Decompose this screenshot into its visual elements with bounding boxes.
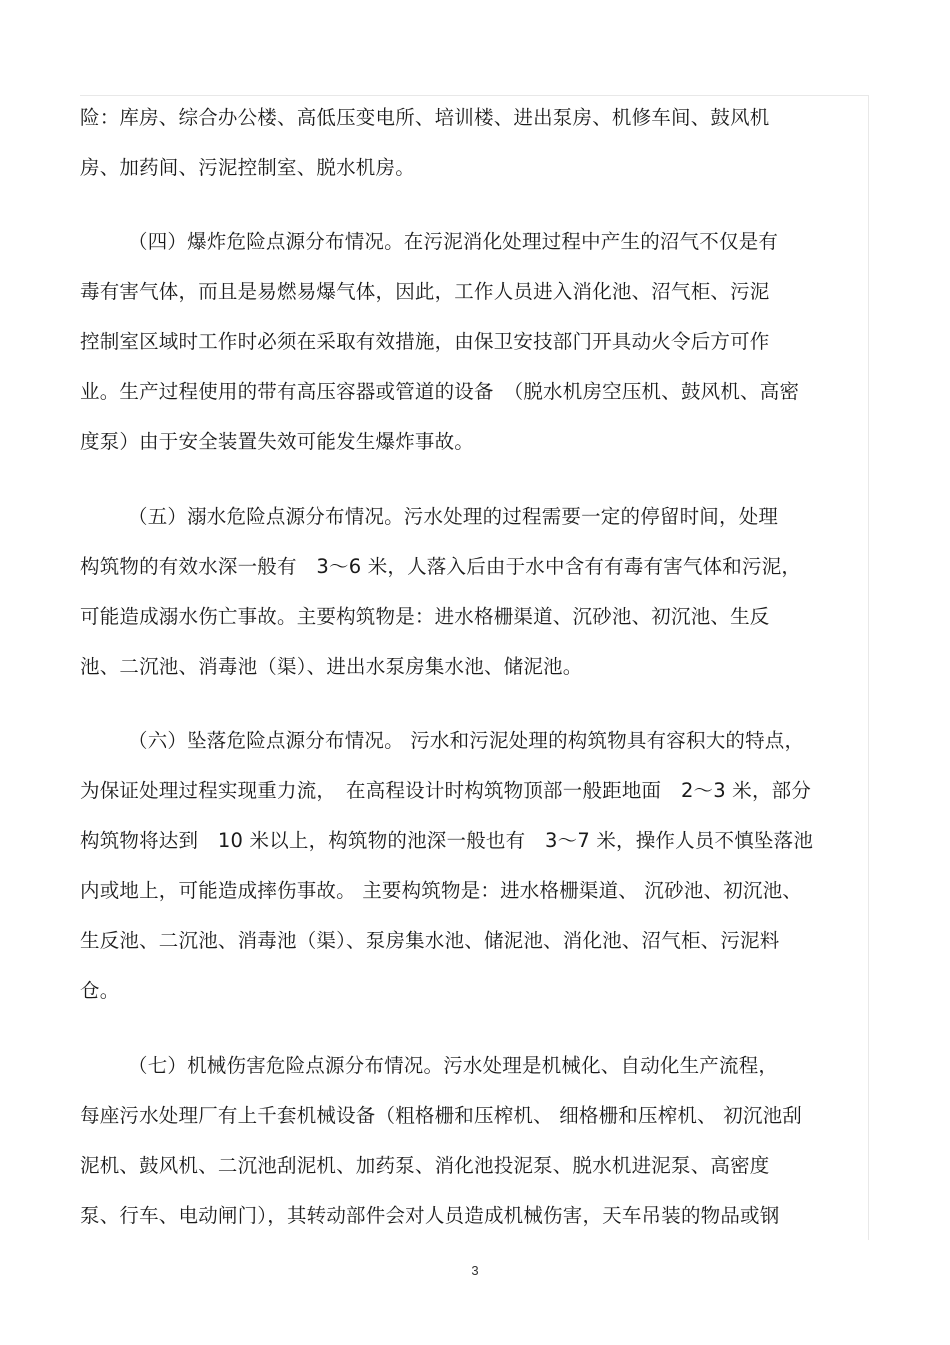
page-frame-right: [868, 95, 869, 1240]
text-line: 业。生产过程使用的带有高压容器或管道的设备 （脱水机房空压机、鼓风机、高密: [80, 380, 800, 403]
text-line: 房、加药间、污泥控制室、脱水机房。: [80, 156, 415, 179]
text-line: 度泵）由于安全装置失效可能发生爆炸事故。: [80, 430, 475, 453]
text-line: 每座污水处理厂有上千套机械设备（粗格栅和压榨机、 细格栅和压榨机、 初沉池刮: [80, 1104, 802, 1127]
text-line: 仓。: [80, 979, 120, 1002]
text-line: 内或地上，可能造成摔伤事故。 主要构筑物是：进水格栅渠道、 沉砂池、初沉池、: [80, 879, 802, 902]
text-line: 泥机、鼓风机、二沉池刮泥机、加药泵、消化池投泥泵、脱水机进泥泵、高密度: [80, 1154, 770, 1177]
page-number: 3: [471, 1263, 479, 1278]
paragraph-first-line: （七）机械伤害危险点源分布情况。污水处理是机械化、自动化生产流程，: [128, 1054, 779, 1077]
text-line: 构筑物的有效水深一般有 3～6 米，人落入后由于水中含有有毒有害气体和污泥，: [80, 555, 802, 578]
paragraph-first-line: （六）坠落危险点源分布情况。 污水和污泥处理的构筑物具有容积大的特点，: [128, 729, 805, 752]
paragraph-first-line: （五）溺水危险点源分布情况。污水处理的过程需要一定的停留时间，处理: [128, 505, 779, 528]
text-line: 为保证处理过程实现重力流， 在高程设计时构筑物顶部一般距地面 2～3 米，部分: [80, 779, 812, 802]
text-line: 池、二沉池、消毒池（渠）、进出水泵房集水池、储泥池。: [80, 655, 583, 678]
text-line: 泵、行车、电动闸门），其转动部件会对人员造成机械伤害，天车吊装的物品或钢: [80, 1204, 780, 1227]
text-line: 控制室区域时工作时必须在采取有效措施，由保卫安技部门开具动火令后方可作: [80, 330, 770, 353]
paragraph-first-line: （四）爆炸危险点源分布情况。在污泥消化处理过程中产生的沼气不仅是有: [128, 230, 779, 253]
text-line: 生反池、二沉池、消毒池（渠）、泵房集水池、储泥池、消化池、沼气柜、污泥料: [80, 929, 780, 952]
text-line: 可能造成溺水伤亡事故。主要构筑物是：进水格栅渠道、沉砂池、初沉池、生反: [80, 605, 770, 628]
text-line: 构筑物将达到 10 米以上，构筑物的池深一般也有 3～7 米，操作人员不慎坠落池: [80, 829, 814, 852]
page-frame-top: [80, 95, 869, 96]
text-line: 毒有害气体，而且是易燃易爆气体，因此，工作人员进入消化池、沼气柜、污泥: [80, 280, 770, 303]
text-line: 险：库房、综合办公楼、高低压变电所、培训楼、进出泵房、机修车间、鼓风机: [80, 106, 770, 129]
